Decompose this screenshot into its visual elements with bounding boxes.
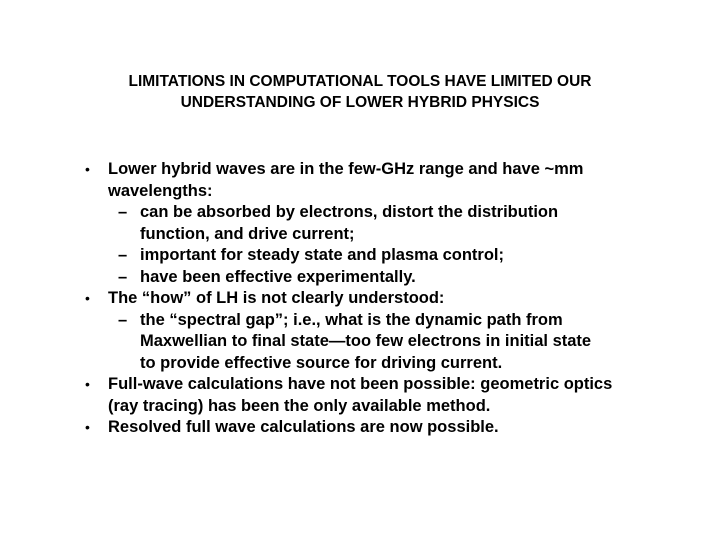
bullet-list <box>0 159 720 439</box>
sub-bullet-text: the “spectral gap”; i.e., what is the dynamic path from Maxwellian to final state—too few electrons in initial state to provide effective source for driving current. <box>140 310 592 372</box>
sub-bullet-text: have been effective experimentally. <box>140 267 416 286</box>
bullet-marker: • <box>85 290 90 306</box>
dash-marker: – <box>118 310 128 329</box>
bullet-text: The “how” of LH is not clearly understood: <box>108 289 445 307</box>
dash-marker: – <box>118 203 128 221</box>
bullet-text: Full-wave calculations have not been possible: geometric optics (ray tracing) has been the only available method. <box>108 375 613 415</box>
sub-bullet-item <box>0 310 610 375</box>
bullet-marker: • <box>85 376 90 392</box>
dash-marker: – <box>118 267 128 286</box>
bullet-marker: • <box>85 419 90 435</box>
sub-bullet-text: important for steady state and plasma control; <box>140 246 504 264</box>
bullet-text: Resolved full wave calculations are now possible. <box>108 418 499 436</box>
slide-title-line-1: LIMITATIONS IN COMPUTATIONAL TOOLS HAVE LIMITED OUR <box>128 73 592 90</box>
sub-bullet-item <box>0 267 610 289</box>
slide-title <box>60 71 660 113</box>
sub-bullet-item <box>0 202 610 245</box>
sub-bullet-item <box>0 245 610 267</box>
bullet-item <box>0 374 638 417</box>
dash-marker: – <box>118 246 128 264</box>
slide-title-line-2: UNDERSTANDING OF LOWER HYBRID PHYSICS <box>180 94 540 111</box>
bullet-item <box>0 417 638 439</box>
bullet-marker: • <box>85 161 90 177</box>
bullet-text: Lower hybrid waves are in the few-GHz range and have ~mm wavelengths: <box>108 160 584 200</box>
bullet-item <box>0 288 638 310</box>
bullet-item <box>0 159 638 202</box>
sub-bullet-text: can be absorbed by electrons, distort the distribution function, and drive current; <box>140 203 559 243</box>
